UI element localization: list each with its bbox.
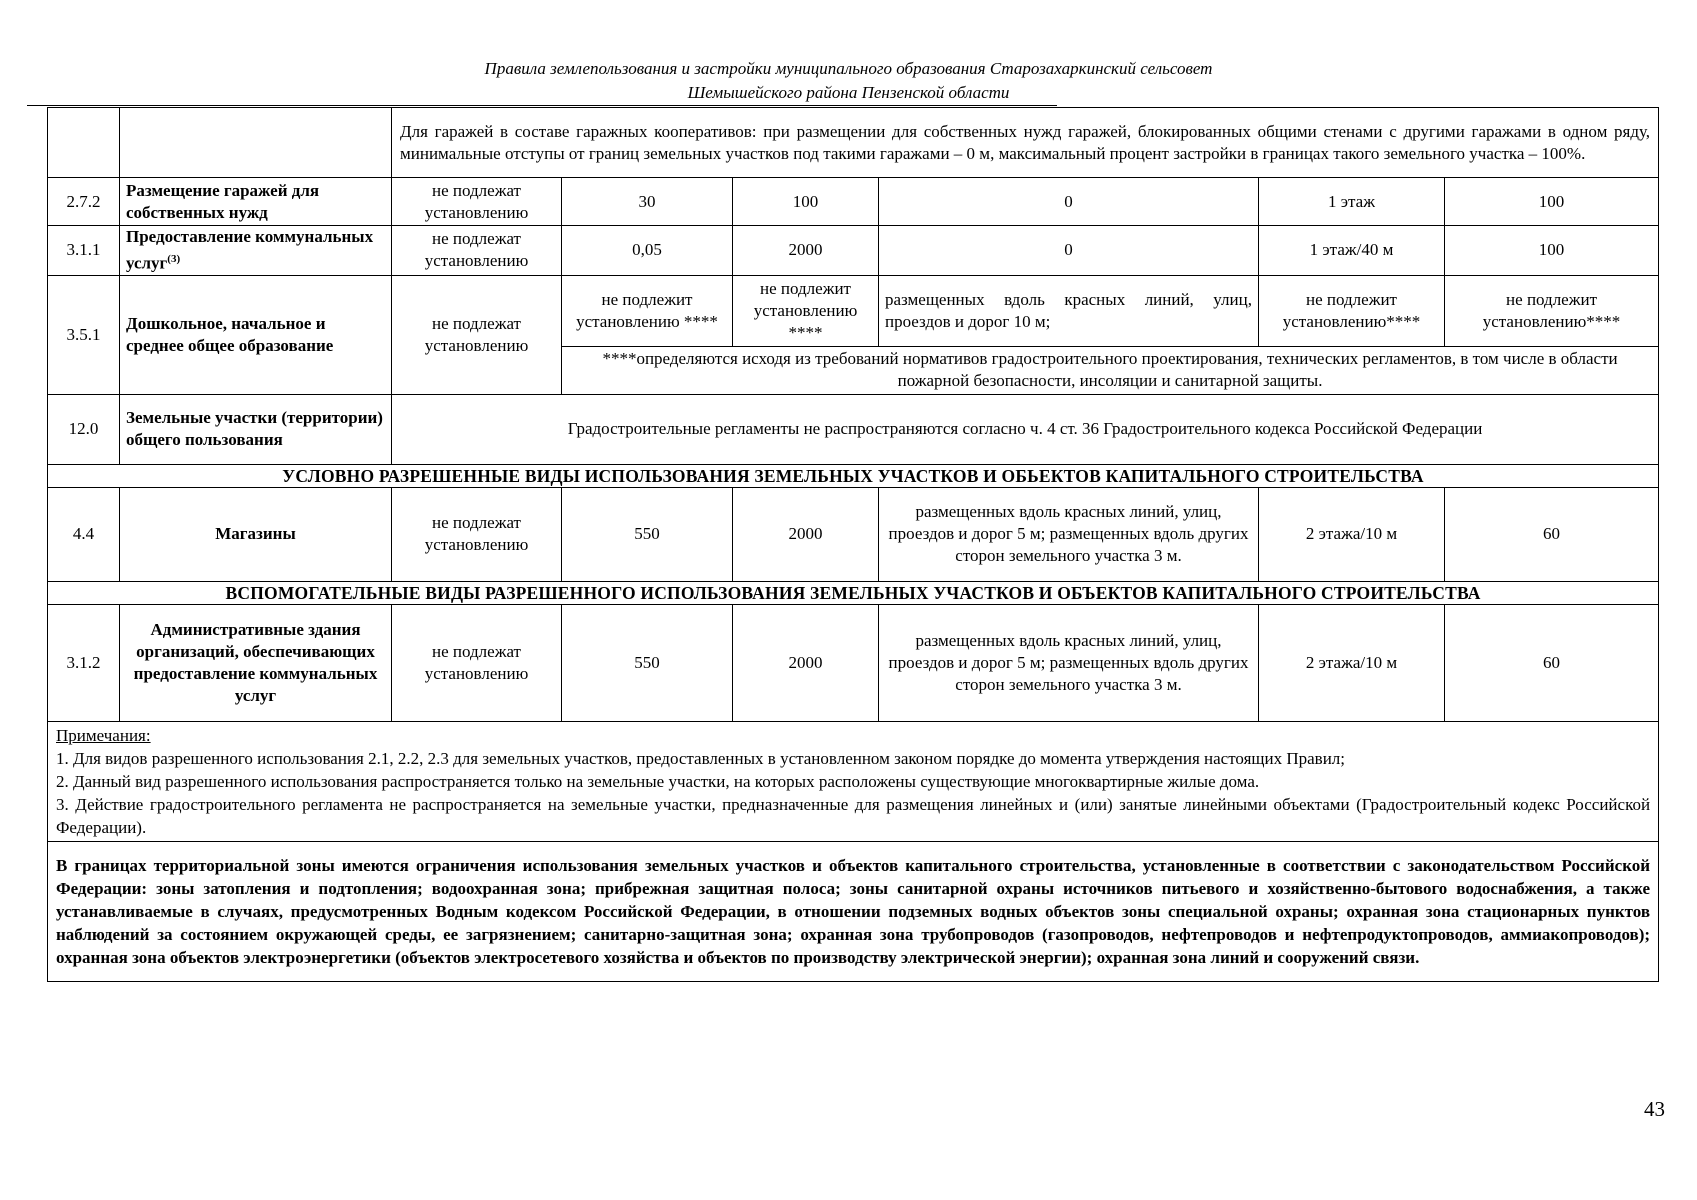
value-cell: не подлежат установлению: [392, 487, 562, 581]
value-cell: 0: [879, 178, 1259, 226]
code-cell: 4.4: [48, 487, 120, 581]
value-cell: не подлежат установлению: [392, 178, 562, 226]
notes-title: Примечания:: [56, 725, 151, 745]
table-row-3-1-2: [48, 604, 1659, 721]
name-cell: Административные здания организаций, обеспечивающих предоставление коммунальных услуг: [120, 604, 392, 721]
value-cell: 2 этажа/10 м: [1259, 604, 1445, 721]
value-cell: не подлежит установлению ****: [562, 275, 733, 346]
code-cell: 3.5.1: [48, 275, 120, 394]
value-cell: не подлежит установлению****: [1259, 275, 1445, 346]
code-cell: 2.7.2: [48, 178, 120, 226]
code-cell: 3.1.1: [48, 226, 120, 276]
value-cell: 550: [562, 604, 733, 721]
empty-cell: [48, 108, 120, 178]
value-cell: 60: [1445, 604, 1659, 721]
value-cell: 30: [562, 178, 733, 226]
regulations-table: [47, 107, 1659, 982]
table-row-2-7-2: [48, 178, 1659, 226]
header-line-1: Правила землепользования и застройки муниципального образования Старозахаркинский сельсовет: [484, 59, 1213, 78]
value-cell: 100: [1445, 178, 1659, 226]
note-2: 2. Данный вид разрешенного использования распространяется только на земельные участки, на которых расположены существующие многоквартирные жилые дома.: [56, 771, 1260, 791]
value-cell: не подлежит установлению ****: [733, 275, 879, 346]
section-title: УСЛОВНО РАЗРЕШЕННЫЕ ВИДЫ ИСПОЛЬЗОВАНИЯ ЗЕМЕЛЬНЫХ УЧАСТКОВ И ОБЬЕКТОВ КАПИТАЛЬНОГО СТРОИТЕЛЬСТВА: [48, 464, 1659, 487]
value-cell: не подлежат установлению: [392, 604, 562, 721]
value-cell: не подлежат установлению: [392, 275, 562, 394]
name-cell: Дошкольное, начальное и среднее общее образование: [120, 275, 392, 394]
name-text: Предоставление коммунальных услуг: [126, 227, 374, 273]
value-cell: Градостроительные регламенты не распространяются согласно ч. 4 ст. 36 Градостроительного кодекса Российской Федерации: [392, 394, 1659, 464]
table-row-garage-intro: [48, 108, 1659, 178]
section-header-conditional: [48, 464, 1659, 487]
value-cell: размещенных вдоль красных линий, улиц, проездов и дорог 5 м; размещенных вдоль других сторон земельного участка 3 м.: [879, 487, 1259, 581]
table-row-3-5-1: [48, 275, 1659, 346]
value-cell: 0: [879, 226, 1259, 276]
section-header-auxiliary: [48, 581, 1659, 604]
garage-cooperative-text: Для гаражей в составе гаражных кооперативов: при размещении для собственных нужд гаражей, блокированных общими стенами с другими гаражами в одном ряду, минимальные отступы от границ земельных участков под такими гаражами – 0 м, максимальный процент застройки в границах такого земельного участка – 100%.: [392, 108, 1659, 178]
name-cell: [120, 226, 392, 276]
table-row-notes: [48, 721, 1659, 841]
value-cell: 0,05: [562, 226, 733, 276]
name-cell: Земельные участки (территории) общего пользования: [120, 394, 392, 464]
code-cell: 12.0: [48, 394, 120, 464]
table-row-3-1-1: [48, 226, 1659, 276]
footnote-cell: ****определяются исходя из требований нормативов градостроительного проектирования, технических регламентов, в том числе в области пожарной безопасности, инсоляции и санитарной защиты.: [562, 346, 1659, 394]
note-1: 1. Для видов разрешенного использования 2.1, 2.2, 2.3 для земельных участков, предоставленных в установленном законом порядке до момента утверждения настоящих Правил;: [56, 748, 1346, 768]
value-cell: не подлежит установлению****: [1445, 275, 1659, 346]
table-row-4-4: [48, 487, 1659, 581]
value-cell: 2000: [733, 604, 879, 721]
name-cell: Размещение гаражей для собственных нужд: [120, 178, 392, 226]
name-cell: Магазины: [120, 487, 392, 581]
empty-cell: [120, 108, 392, 178]
value-cell: 2000: [733, 226, 879, 276]
table-row-12-0: [48, 394, 1659, 464]
value-cell: 1 этаж/40 м: [1259, 226, 1445, 276]
code-cell: 3.1.2: [48, 604, 120, 721]
value-cell: 100: [1445, 226, 1659, 276]
page-number: 43: [1644, 1097, 1665, 1121]
footnote-mark: (3): [167, 253, 181, 265]
value-cell: размещенных вдоль красных линий, улиц, проездов и дорог 5 м; размещенных вдоль других сторон земельного участка 3 м.: [879, 604, 1259, 721]
note-3: 3. Действие градостроительного регламента не распространяется на земельные участки, предназначенные для размещения линейных и (или) занятые линейными объектами (Градостроительный кодекс Российской Федерации).: [56, 794, 1651, 837]
restrictions-text: В границах территориальной зоны имеются ограничения использования земельных участков и объектов капитального строительства, установленные в соответствии с законодательством Российской Федерации: зоны затопления и подтопления; водоохранная зона; прибрежная защитная полоса; зоны санитарной охраны источников питьевого и хозяйственно-бытового водоснабжения, а также устанавливаемые в случаях, предусмотренных Водным кодексом Российской Федерации, в отношении подземных водных объектов зоны специальной охраны; охранная зона стационарных пунктов наблюдений за состоянием окружающей среды, ее загрязнением; санитарно-защитная зона; охранная зона трубопроводов (газопроводов, нефтепроводов и нефтепродуктопроводов, аммиакопроводов); охранная зона объектов электроэнергетики (объектов электросетевого хозяйства и объектов по производству электрической энергии); охранная зона линий и сооружений связи.: [48, 841, 1659, 981]
value-cell: 550: [562, 487, 733, 581]
value-cell: 1 этаж: [1259, 178, 1445, 226]
table-row-restrictions: [48, 841, 1659, 981]
value-cell: 2000: [733, 487, 879, 581]
value-cell: не подлежат установлению: [392, 226, 562, 276]
value-cell: 2 этажа/10 м: [1259, 487, 1445, 581]
header-rule: [27, 105, 1057, 106]
notes-cell: [48, 721, 1659, 841]
value-cell: 100: [733, 178, 879, 226]
value-cell: размещенных вдоль красных линий, улиц, проездов и дорог 10 м;: [879, 275, 1259, 346]
value-cell: 60: [1445, 487, 1659, 581]
section-title: ВСПОМОГАТЕЛЬНЫЕ ВИДЫ РАЗРЕШЕННОГО ИСПОЛЬЗОВАНИЯ ЗЕМЕЛЬНЫХ УЧАСТКОВ И ОБЪЕКТОВ КАПИТАЛЬНОГО СТРОИТЕЛЬСТВА: [48, 581, 1659, 604]
header-line-2: Шемышейского района Пензенской области: [687, 83, 1010, 102]
